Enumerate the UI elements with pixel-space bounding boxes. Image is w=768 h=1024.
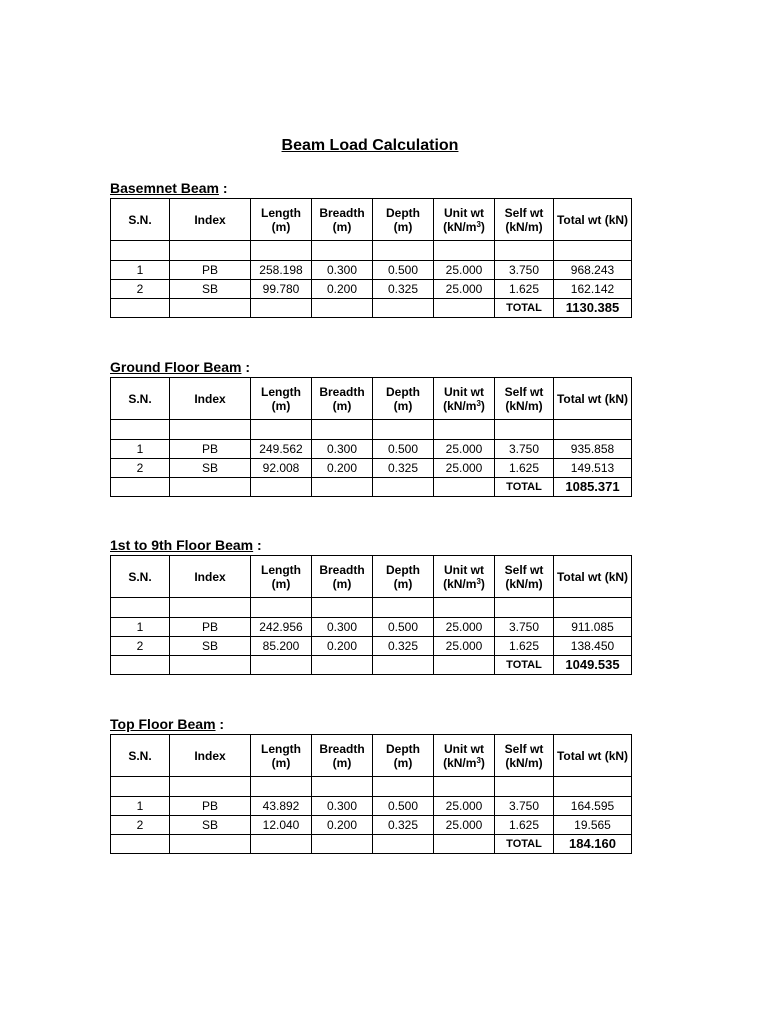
section-heading-text: Ground Floor Beam <box>110 359 242 375</box>
cell-self-wt: 1.625 <box>495 459 554 478</box>
col-header-index: Index <box>170 378 251 420</box>
col-header-sn: S.N. <box>111 199 170 241</box>
col-header-unit-wt-l2a: (kN/m <box>443 398 477 413</box>
col-header-length-l1: Length <box>261 205 301 220</box>
beam-table <box>110 555 632 675</box>
cell-length: 12.040 <box>251 816 312 835</box>
col-header-length-l1: Length <box>261 384 301 399</box>
cell-length: 249.562 <box>251 440 312 459</box>
beam-table <box>110 377 632 497</box>
blank-row <box>111 598 632 618</box>
cell <box>312 777 373 797</box>
col-header-length-l2: (m) <box>271 398 291 413</box>
col-header-depth-l2: (m) <box>393 755 413 770</box>
cell <box>170 299 251 318</box>
total-label: TOTAL <box>495 478 554 497</box>
beam-section-4 <box>110 714 631 854</box>
col-header-breadth <box>312 378 373 420</box>
cell <box>111 598 170 618</box>
cell-depth: 0.500 <box>373 618 434 637</box>
col-header-unit-wt-l1: Unit wt <box>444 205 484 220</box>
cell-total-wt: 968.243 <box>554 261 632 280</box>
cell <box>495 420 554 440</box>
col-header-unit-wt-l2a: (kN/m <box>443 219 477 234</box>
cell-depth: 0.500 <box>373 261 434 280</box>
col-header-depth <box>373 378 434 420</box>
col-header-unit-wt <box>434 378 495 420</box>
beam-section-2 <box>110 357 631 497</box>
cell-breadth: 0.200 <box>312 459 373 478</box>
cell-sn: 2 <box>111 459 170 478</box>
col-header-sn: S.N. <box>111 378 170 420</box>
col-header-depth <box>373 199 434 241</box>
section-heading-colon: : <box>253 537 262 553</box>
col-header-self-wt <box>495 735 554 777</box>
cell <box>111 777 170 797</box>
col-header-unit-wt <box>434 556 495 598</box>
cell <box>373 835 434 854</box>
cell-length: 43.892 <box>251 797 312 816</box>
col-header-unit-wt-sup: 3 <box>476 219 481 229</box>
cell-breadth: 0.200 <box>312 280 373 299</box>
col-header-length-l1: Length <box>261 741 301 756</box>
blank-row <box>111 777 632 797</box>
cell <box>434 241 495 261</box>
cell <box>312 299 373 318</box>
cell <box>312 598 373 618</box>
col-header-breadth-l1: Breadth <box>319 384 365 399</box>
blank-row <box>111 420 632 440</box>
cell-depth: 0.325 <box>373 816 434 835</box>
table-row <box>111 637 632 656</box>
col-header-unit-wt <box>434 199 495 241</box>
col-header-breadth <box>312 735 373 777</box>
cell-length: 92.008 <box>251 459 312 478</box>
cell-length: 99.780 <box>251 280 312 299</box>
cell-unit-wt: 25.000 <box>434 440 495 459</box>
cell <box>434 656 495 675</box>
total-label: TOTAL <box>495 656 554 675</box>
col-header-self-wt <box>495 378 554 420</box>
table-row <box>111 280 632 299</box>
cell-unit-wt: 25.000 <box>434 459 495 478</box>
cell-index: SB <box>170 280 251 299</box>
col-header-unit-wt-l2b: ) <box>480 576 485 591</box>
beam-section-3 <box>110 535 631 675</box>
col-header-unit-wt-l1: Unit wt <box>444 741 484 756</box>
cell-sn: 2 <box>111 816 170 835</box>
cell-length: 85.200 <box>251 637 312 656</box>
col-header-length <box>251 556 312 598</box>
col-header-length-l2: (m) <box>271 219 291 234</box>
total-row <box>111 656 632 675</box>
cell-sn: 1 <box>111 797 170 816</box>
col-header-breadth-l2: (m) <box>332 755 352 770</box>
cell-breadth: 0.300 <box>312 261 373 280</box>
col-header-total-wt: Total wt (kN) <box>554 199 632 241</box>
cell-sn: 1 <box>111 440 170 459</box>
col-header-breadth <box>312 199 373 241</box>
total-row <box>111 835 632 854</box>
col-header-sn: S.N. <box>111 556 170 598</box>
col-header-self-wt <box>495 199 554 241</box>
cell-index: SB <box>170 816 251 835</box>
col-header-unit-wt <box>434 735 495 777</box>
col-header-self-wt-l1: Self wt <box>504 741 544 756</box>
total-value: 1085.371 <box>554 478 632 497</box>
cell <box>554 777 632 797</box>
col-header-unit-wt-l2a: (kN/m <box>443 755 477 770</box>
cell <box>170 835 251 854</box>
col-header-unit-wt-sup: 3 <box>476 398 481 408</box>
section-heading <box>110 178 631 198</box>
col-header-unit-wt-l2b: ) <box>480 219 485 234</box>
cell-breadth: 0.200 <box>312 816 373 835</box>
cell <box>434 777 495 797</box>
col-header-depth <box>373 735 434 777</box>
section-heading-text: 1st to 9th Floor Beam <box>110 537 254 553</box>
col-header-self-wt-l1: Self wt <box>504 205 544 220</box>
cell-depth: 0.325 <box>373 280 434 299</box>
cell-index: PB <box>170 618 251 637</box>
cell-self-wt: 3.750 <box>495 440 554 459</box>
col-header-sn: S.N. <box>111 735 170 777</box>
section-heading <box>110 357 631 377</box>
col-header-unit-wt-l1: Unit wt <box>444 562 484 577</box>
section-heading <box>110 535 631 555</box>
col-header-depth-l1: Depth <box>386 741 420 756</box>
col-header-depth <box>373 556 434 598</box>
cell-self-wt: 3.750 <box>495 618 554 637</box>
cell-self-wt: 3.750 <box>495 797 554 816</box>
col-header-length-l2: (m) <box>271 576 291 591</box>
col-header-length-l1: Length <box>261 562 301 577</box>
cell-length: 258.198 <box>251 261 312 280</box>
col-header-self-wt-l1: Self wt <box>504 384 544 399</box>
cell <box>373 420 434 440</box>
cell-sn: 2 <box>111 637 170 656</box>
col-header-total-wt: Total wt (kN) <box>554 556 632 598</box>
cell <box>111 420 170 440</box>
cell <box>373 777 434 797</box>
table-row <box>111 816 632 835</box>
table-row <box>111 459 632 478</box>
col-header-breadth-l1: Breadth <box>319 562 365 577</box>
beam-table <box>110 198 632 318</box>
cell <box>251 478 312 497</box>
col-header-unit-wt-l2a: (kN/m <box>443 576 477 591</box>
col-header-self-wt-l2: (kN/m) <box>505 576 543 591</box>
cell <box>312 478 373 497</box>
cell-index: SB <box>170 459 251 478</box>
cell <box>434 598 495 618</box>
blank-row <box>111 241 632 261</box>
total-label: TOTAL <box>495 835 554 854</box>
col-header-breadth-l1: Breadth <box>319 741 365 756</box>
col-header-length <box>251 735 312 777</box>
cell-unit-wt: 25.000 <box>434 261 495 280</box>
cell-self-wt: 3.750 <box>495 261 554 280</box>
cell <box>111 835 170 854</box>
cell-unit-wt: 25.000 <box>434 280 495 299</box>
cell-depth: 0.500 <box>373 440 434 459</box>
beam-table <box>110 734 632 854</box>
cell <box>373 656 434 675</box>
cell <box>170 241 251 261</box>
cell <box>312 420 373 440</box>
cell <box>251 420 312 440</box>
section-heading-colon: : <box>215 716 225 732</box>
cell-index: PB <box>170 797 251 816</box>
cell <box>111 299 170 318</box>
cell <box>434 420 495 440</box>
cell <box>312 656 373 675</box>
cell-unit-wt: 25.000 <box>434 797 495 816</box>
total-value: 184.160 <box>554 835 632 854</box>
cell <box>251 835 312 854</box>
cell-index: PB <box>170 261 251 280</box>
header-row <box>111 735 632 777</box>
table-row <box>111 261 632 280</box>
col-header-length <box>251 378 312 420</box>
total-value: 1049.535 <box>554 656 632 675</box>
cell-breadth: 0.300 <box>312 618 373 637</box>
col-header-unit-wt-sup: 3 <box>476 576 481 586</box>
section-heading-colon: : <box>218 180 228 196</box>
cell-breadth: 0.300 <box>312 440 373 459</box>
cell <box>170 478 251 497</box>
cell <box>170 420 251 440</box>
cell <box>554 241 632 261</box>
cell <box>373 598 434 618</box>
cell-breadth: 0.300 <box>312 797 373 816</box>
cell-total-wt: 138.450 <box>554 637 632 656</box>
col-header-depth-l1: Depth <box>386 384 420 399</box>
cell <box>434 835 495 854</box>
section-heading-text: Top Floor Beam <box>110 716 216 732</box>
cell-sn: 2 <box>111 280 170 299</box>
section-heading <box>110 714 631 734</box>
total-row <box>111 299 632 318</box>
col-header-unit-wt-sup: 3 <box>476 755 481 765</box>
col-header-index: Index <box>170 199 251 241</box>
cell-total-wt: 164.595 <box>554 797 632 816</box>
col-header-unit-wt-l2b: ) <box>480 755 485 770</box>
cell <box>554 420 632 440</box>
cell-index: PB <box>170 440 251 459</box>
cell-self-wt: 1.625 <box>495 637 554 656</box>
header-row <box>111 378 632 420</box>
cell-sn: 1 <box>111 618 170 637</box>
cell <box>251 299 312 318</box>
cell-unit-wt: 25.000 <box>434 816 495 835</box>
col-header-unit-wt-l2b: ) <box>480 398 485 413</box>
table-row <box>111 618 632 637</box>
col-header-depth-l1: Depth <box>386 562 420 577</box>
cell-unit-wt: 25.000 <box>434 618 495 637</box>
col-header-breadth-l1: Breadth <box>319 205 365 220</box>
cell <box>373 241 434 261</box>
col-header-length-l2: (m) <box>271 755 291 770</box>
col-header-depth-l2: (m) <box>393 576 413 591</box>
col-header-self-wt-l2: (kN/m) <box>505 755 543 770</box>
cell-total-wt: 911.085 <box>554 618 632 637</box>
cell <box>495 777 554 797</box>
col-header-self-wt-l2: (kN/m) <box>505 219 543 234</box>
col-header-length <box>251 199 312 241</box>
cell <box>251 777 312 797</box>
cell <box>312 835 373 854</box>
col-header-total-wt: Total wt (kN) <box>554 735 632 777</box>
cell <box>434 478 495 497</box>
total-value: 1130.385 <box>554 299 632 318</box>
cell <box>111 656 170 675</box>
cell <box>170 598 251 618</box>
header-row <box>111 556 632 598</box>
table-row <box>111 440 632 459</box>
cell <box>170 777 251 797</box>
col-header-self-wt-l1: Self wt <box>504 562 544 577</box>
col-header-self-wt-l2: (kN/m) <box>505 398 543 413</box>
cell <box>373 299 434 318</box>
cell-total-wt: 162.142 <box>554 280 632 299</box>
page-title: Beam Load Calculation <box>281 137 459 154</box>
total-label: TOTAL <box>495 299 554 318</box>
col-header-breadth-l2: (m) <box>332 398 352 413</box>
cell <box>170 656 251 675</box>
col-header-depth-l2: (m) <box>393 219 413 234</box>
cell <box>554 598 632 618</box>
col-header-index: Index <box>170 556 251 598</box>
cell <box>434 299 495 318</box>
col-header-index: Index <box>170 735 251 777</box>
col-header-unit-wt-l1: Unit wt <box>444 384 484 399</box>
cell-total-wt: 19.565 <box>554 816 632 835</box>
beam-section-1 <box>110 178 631 318</box>
header-row <box>111 199 632 241</box>
cell-unit-wt: 25.000 <box>434 637 495 656</box>
cell-depth: 0.325 <box>373 637 434 656</box>
total-row <box>111 478 632 497</box>
cell-depth: 0.325 <box>373 459 434 478</box>
cell <box>312 241 373 261</box>
cell <box>373 478 434 497</box>
cell-breadth: 0.200 <box>312 637 373 656</box>
col-header-depth-l2: (m) <box>393 398 413 413</box>
cell <box>251 598 312 618</box>
col-header-breadth-l2: (m) <box>332 576 352 591</box>
col-header-depth-l1: Depth <box>386 205 420 220</box>
cell-length: 242.956 <box>251 618 312 637</box>
cell <box>495 598 554 618</box>
col-header-breadth <box>312 556 373 598</box>
col-header-self-wt <box>495 556 554 598</box>
cell-index: SB <box>170 637 251 656</box>
cell <box>251 656 312 675</box>
cell <box>251 241 312 261</box>
cell-total-wt: 149.513 <box>554 459 632 478</box>
cell-self-wt: 1.625 <box>495 816 554 835</box>
cell-self-wt: 1.625 <box>495 280 554 299</box>
cell-sn: 1 <box>111 261 170 280</box>
section-heading-colon: : <box>241 359 251 375</box>
table-row <box>111 797 632 816</box>
col-header-total-wt: Total wt (kN) <box>554 378 632 420</box>
cell-total-wt: 935.858 <box>554 440 632 459</box>
cell <box>111 241 170 261</box>
col-header-breadth-l2: (m) <box>332 219 352 234</box>
cell <box>111 478 170 497</box>
cell-depth: 0.500 <box>373 797 434 816</box>
section-heading-text: Basemnet Beam <box>110 180 219 196</box>
cell <box>495 241 554 261</box>
